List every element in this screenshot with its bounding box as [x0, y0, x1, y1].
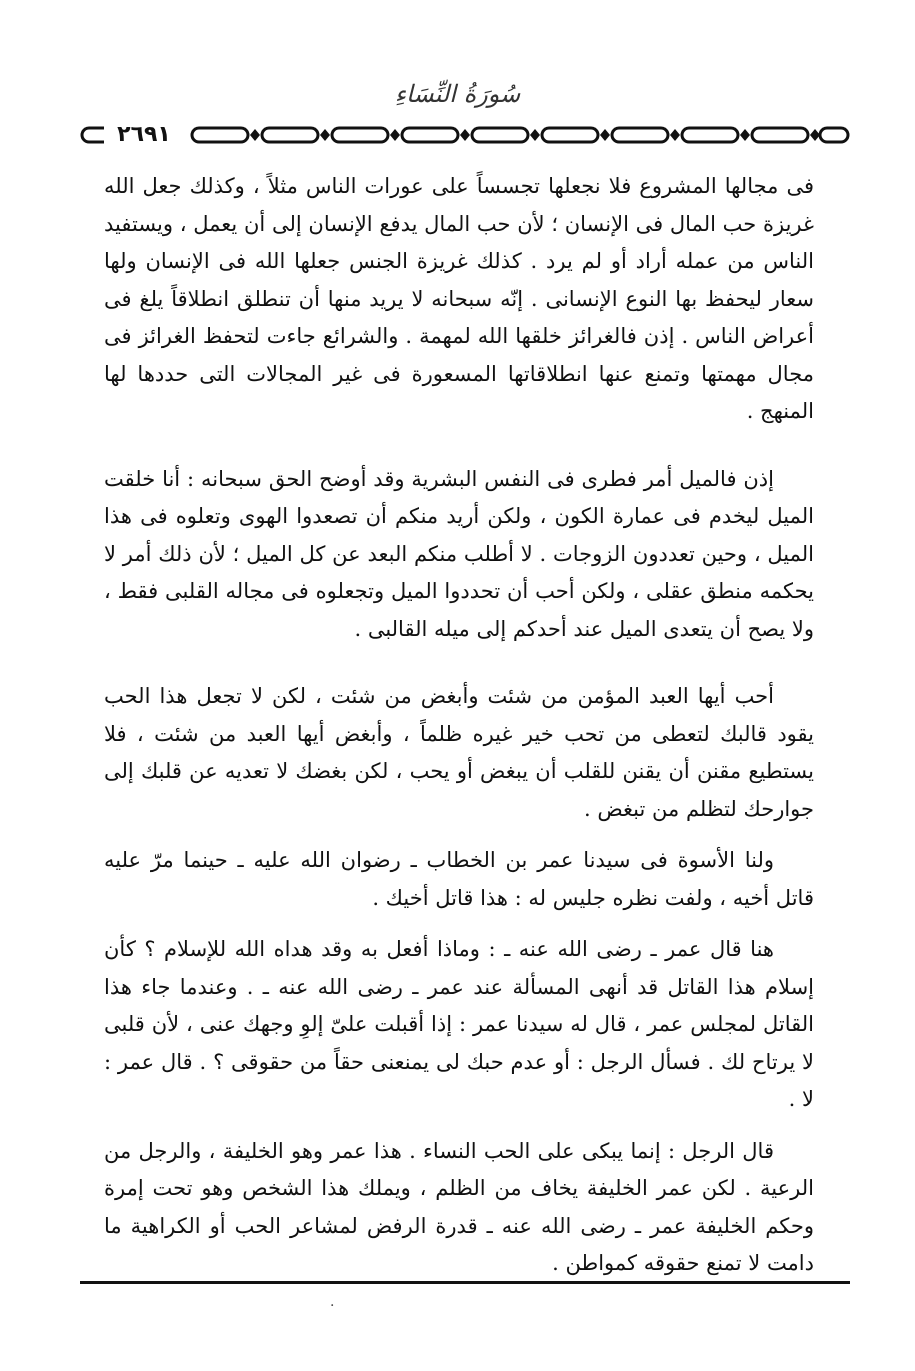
paragraph-2: إذن فالميل أمر فطرى فى النفس البشرية وقد أوضح الحق سبحانه : أنا خلقت الميل ليخدم فى عمارة الكون ، ولكن أريد منكم أن تصعدوا الهوى وتعلوه فى هذا الميل ، وحين تعددون الزوجات . لا أطلب منكم البعد عن كل الميل ؛ لأن ذلك أمر لا يحكمه منطق عقلى ، ولكن أحب أن تحددوا الميل وتجعلوه فى مجاله القلبى فقط ، ولا يصح أن يتعدى الميل عند أحدكم إلى ميله القالبى . — [104, 466, 814, 641]
paragraph-3: أحب أيها العبد المؤمن من شئت وأبغض من شئت ، لكن لا تجعل هذا الحب يقود قالبك لتعطى من تحب خير غيره ظلماً ، وأبغض أيها العبد من شئت ، فلا يستطيع مقنن أن يقنن للقلب أن يبغض أو يحب ، لكن بغضك لا تعديه عن قلبك إلى جوارحك لتظلم من تبغض . — [104, 684, 814, 821]
paragraph-5: هنا قال عمر ـ رضى الله عنه ـ : وماذا أفعل به وقد هداه الله للإسلام ؟ كأن إسلام هذا القاتل قد أنهى المسألة عند عمر ـ رضى الله عنه ـ . وعندما جاء هذا القاتل لمجلس عمر ، قال له سيدنا عمر : إذا أقبلت علىّ إلوِ وجهك عنى ، لأن قلبى لا يرتاح لك . فسأل الرجل : أو عدم حبك لى يمنعنى حقاً من حقوقى ؟ . قال عمر : لا . — [104, 937, 814, 1111]
footer-rule — [80, 1281, 850, 1284]
paragraph-6: قال الرجل : إنما يبكى على الحب النساء . هذا عمر وهو الخليفة ، والرجل من الرعية . لكن عمر الخليفة يخاف من الظلم ، ويملك هذا الشخص وهو تحت إمرة وحكم الخليفة عمر ـ رضى الله عنه ـ قدرة الرفض لمشاعر الحب أو الكراهية ما دامت لا تمنع حقوقه كمواطن . — [104, 1138, 815, 1275]
page-dot-mark: · — [330, 1298, 335, 1314]
paragraph-4: ولنا الأسوة فى سيدنا عمر بن الخطاب ـ رضوان الله عليه ـ حينما مرّ عليه قاتل أخيه ، ولفت نظره جليس له : هذا قاتل أخيك . — [104, 848, 814, 910]
chain-ornament-icon — [80, 122, 850, 148]
paragraph-1: فى مجالها المشروع فلا نجعلها تجسساً على عورات الناس مثلاً ، وكذلك جعل الله غريزة حب المال فى الإنسان ؛ لأن حب المال يدفع الإنسان إلى أن يعمل ، ويستفيد الناس من عمله أراد أو لم يرد . كذلك غريزة الجنس جعلها الله فى الإنسان ولها سعار ليحفظ بها النوع الإنسانى . إنّه سبحانه لا يريد منها أن تنطلق انطلاقاً يلغ فى أعراض الناس . إذن فالغرائز خلقها الله لمهمة . والشرائع جاءت لتحفظ الغرائز فى مجال مهمتها وتمنع عنها انطلاقاتها المسعورة فى غير المجالات التى حددها لها المنهج . — [104, 174, 814, 423]
page-number: ٢٦٩١ — [104, 122, 184, 148]
surah-title: سُورَةُ النِّسَاءِ — [394, 80, 521, 108]
header-ornament-border — [80, 122, 850, 148]
page-body-text — [104, 168, 814, 1283]
